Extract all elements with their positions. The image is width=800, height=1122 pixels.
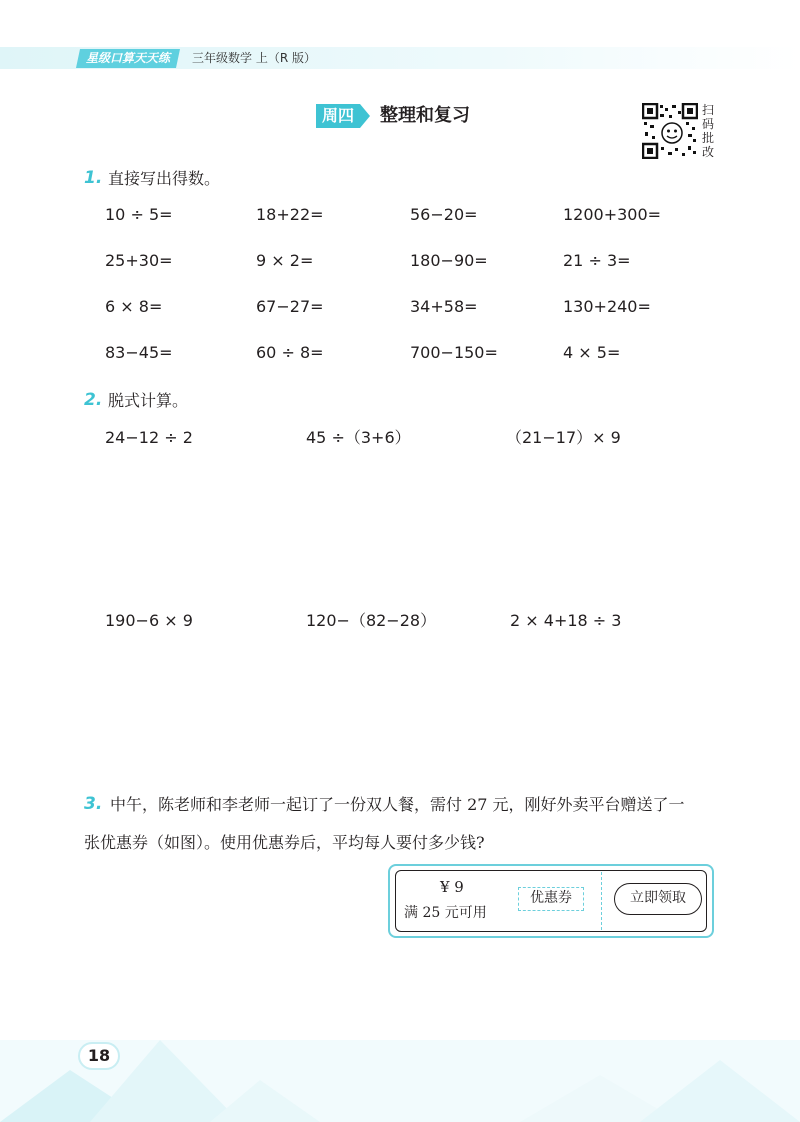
q2-number: 2. xyxy=(84,390,103,410)
day-badge: 周四 xyxy=(316,104,360,128)
qr-code-icon[interactable] xyxy=(642,103,698,159)
claim-coupon-button[interactable]: 立即领取 xyxy=(614,883,702,915)
q2-expr: 45 ÷（3+6） xyxy=(306,428,411,447)
q1-expr: 83−45= xyxy=(105,343,173,362)
q1-expr: 18+22= xyxy=(256,205,324,224)
q2-expr: 120−（82−28） xyxy=(306,611,437,630)
q1-expr: 6 × 8= xyxy=(105,297,163,316)
q1-expr: 56−20= xyxy=(410,205,478,224)
q1-expr: 10 ÷ 5= xyxy=(105,205,173,224)
q1-number: 1. xyxy=(84,168,103,188)
day-badge-arrow xyxy=(360,104,370,128)
q1-expr: 60 ÷ 8= xyxy=(256,343,324,362)
coupon-condition: 满 25 元可用 xyxy=(404,905,487,921)
q1-expr: 34+58= xyxy=(410,297,478,316)
q1-expr: 700−150= xyxy=(410,343,498,362)
q1-expr: 4 × 5= xyxy=(563,343,621,362)
q1-expr: 67−27= xyxy=(256,297,324,316)
q1-expr: 1200+300= xyxy=(563,205,662,224)
q1-expr: 180−90= xyxy=(410,251,488,270)
q2-expr: 190−6 × 9 xyxy=(105,611,193,630)
q1-expr: 25+30= xyxy=(105,251,173,270)
book-title: 三年级数学 上（R 版） xyxy=(192,51,316,65)
q1-expr: 21 ÷ 3= xyxy=(563,251,631,270)
series-tag: 星级口算天天练 xyxy=(76,49,180,68)
coupon-price: ¥ 9 xyxy=(440,878,464,896)
q2-title: 脱式计算。 xyxy=(108,391,189,410)
footer-decoration xyxy=(0,1040,800,1122)
q1-expr: 130+240= xyxy=(563,297,651,316)
q3-text-line2: 张优惠券（如图）。使用优惠券后，平均每人要付多少钱? xyxy=(84,833,485,852)
q2-expr: （21−17）× 9 xyxy=(506,428,621,447)
scan-label: 扫码批改 xyxy=(702,103,715,159)
q1-title: 直接写出得数。 xyxy=(108,169,221,188)
q2-expr: 24−12 ÷ 2 xyxy=(105,428,193,447)
q1-expr: 9 × 2= xyxy=(256,251,314,270)
q2-expr: 2 × 4+18 ÷ 3 xyxy=(510,611,622,630)
page-title: 整理和复习 xyxy=(380,105,470,126)
coupon-tag: 优惠券 xyxy=(518,887,584,911)
q3-number: 3. xyxy=(84,794,103,814)
coupon-divider xyxy=(601,872,602,930)
page-number: 18 xyxy=(78,1042,120,1070)
q3-text-line1: 中午，陈老师和李老师一起订了一份双人餐，需付 27 元，刚好外卖平台赠送了一 xyxy=(110,795,685,814)
